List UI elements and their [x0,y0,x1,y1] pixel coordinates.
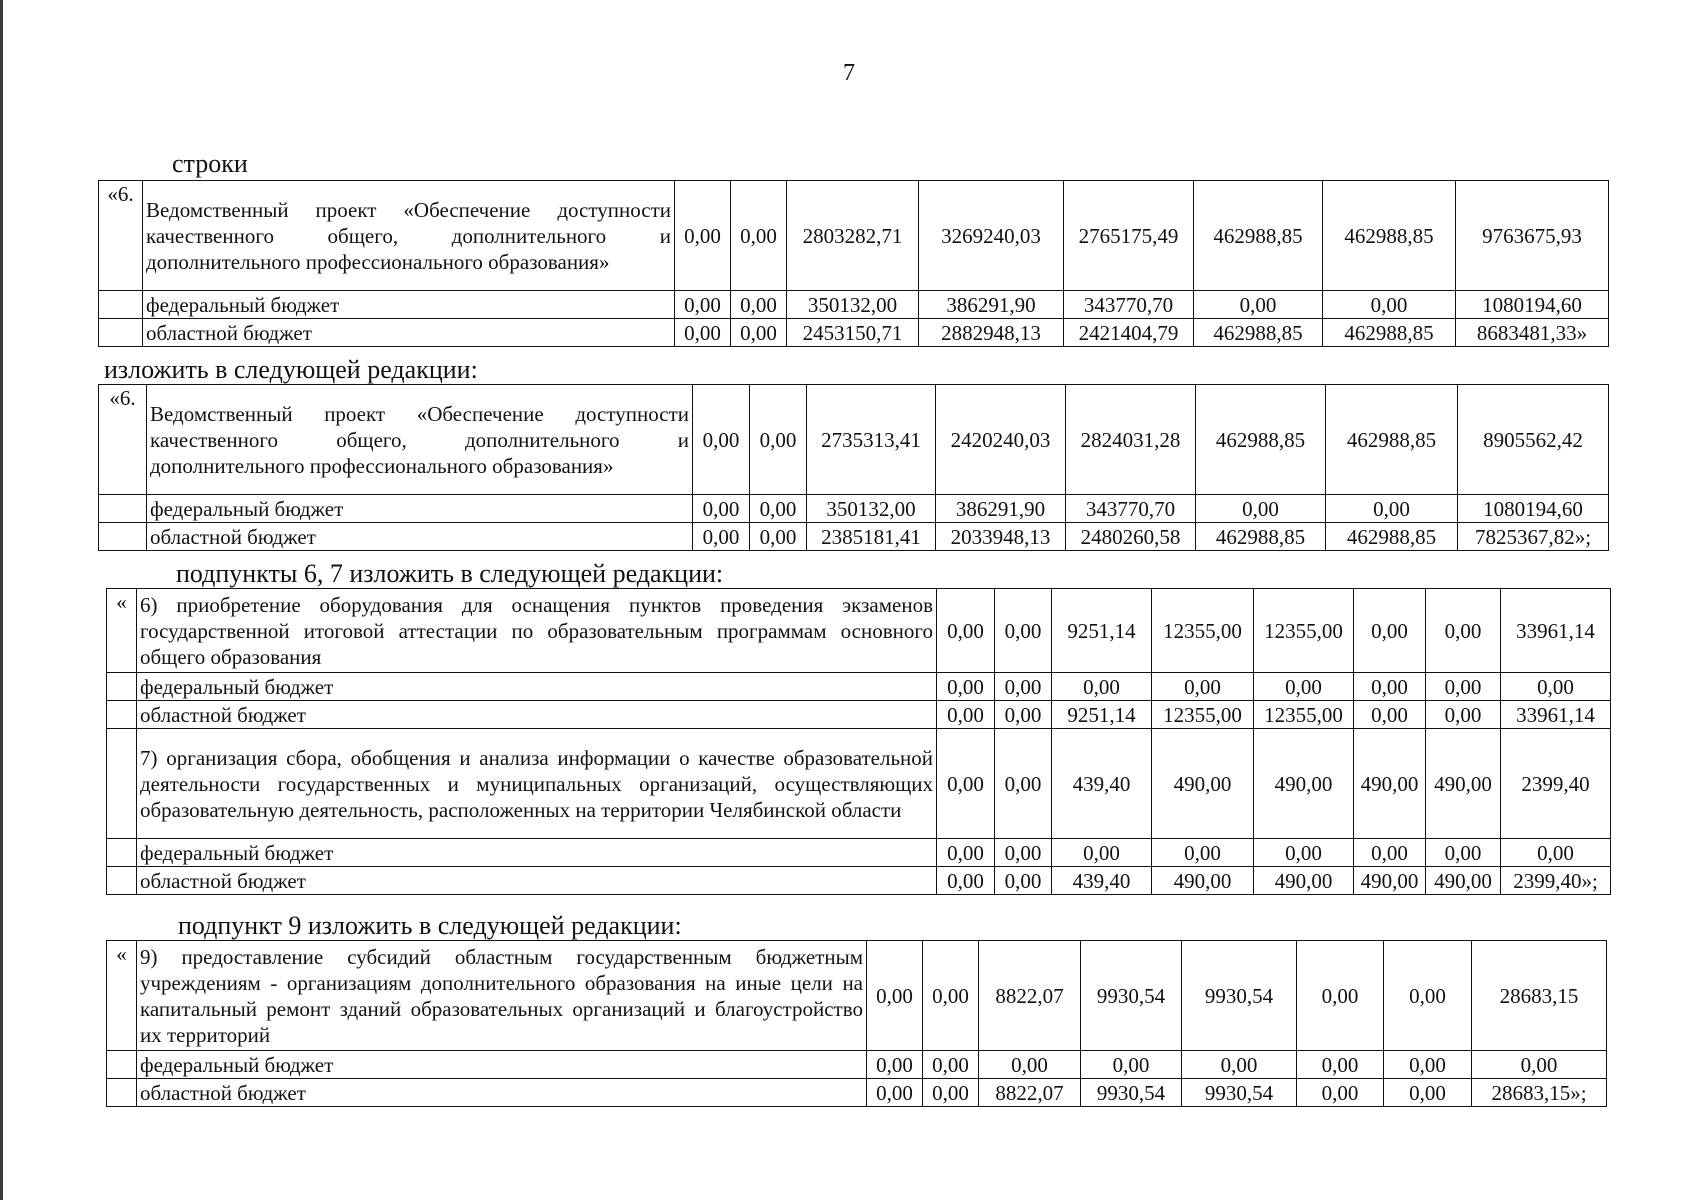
row-mark [107,1051,137,1079]
cell-value: 0,00 [995,729,1052,839]
row-mark: «6. [99,181,143,291]
row-label: 9) предоставление субсидий областным государственным бюджетным учреждениям - организациям дополнительного образования на иные цели на капитальный ремонт зданий образовательных организаций и благоустройство их территорий [137,941,867,1051]
cell-value: 28683,15 [1472,941,1607,1051]
cell-value: 0,00 [1196,495,1326,523]
cell-value: 0,00 [937,867,995,895]
cell-value: 0,00 [750,385,807,495]
cell-value: 0,00 [1426,701,1501,729]
cell-value: 2420240,03 [936,385,1066,495]
table-row [107,1079,1607,1107]
cell-value: 0,00 [731,291,787,319]
cell-value: 439,40 [1052,867,1152,895]
cell-value: 0,00 [1354,589,1426,673]
cell-value: 343770,70 [1064,291,1194,319]
cell-value: 0,00 [937,701,995,729]
cell-value: 462988,85 [1196,523,1326,551]
row-label: Ведомственный проект «Обеспечение доступности качественного общего, дополнительного и дополнительного профессионального образования» [143,181,675,291]
cell-value: 490,00 [1354,729,1426,839]
cell-value: 9251,14 [1052,701,1152,729]
row-label: областной бюджет [137,867,937,895]
row-mark: «6. [99,385,147,495]
cell-value: 9930,54 [1182,1079,1297,1107]
row-mark: « [107,941,137,1051]
cell-value: 1080194,60 [1458,495,1609,523]
cell-value: 2033948,13 [936,523,1066,551]
cell-value: 0,00 [731,319,787,347]
cell-value: 462988,85 [1326,523,1458,551]
table-row [107,839,1611,867]
cell-value: 0,00 [750,495,807,523]
table-subitem-9 [106,940,1607,1107]
cell-value: 490,00 [1426,729,1501,839]
table-row [99,319,1609,347]
cell-value: 462988,85 [1323,181,1456,291]
cell-value: 12355,00 [1254,701,1354,729]
heading-subitems-6-7: подпункты 6, 7 изложить в следующей редакции: [176,559,724,588]
row-label: Ведомственный проект «Обеспечение доступности качественного общего, дополнительного и дополнительного профессионального образования» [147,385,693,495]
cell-value: 343770,70 [1066,495,1196,523]
page-number: 7 [843,60,855,86]
table-row [107,1051,1607,1079]
cell-value: 462988,85 [1194,181,1323,291]
cell-value: 439,40 [1052,729,1152,839]
table-row [99,495,1609,523]
cell-value: 0,00 [693,385,750,495]
cell-value: 0,00 [1426,839,1501,867]
cell-value: 33961,14 [1501,701,1611,729]
cell-value: 0,00 [693,495,750,523]
scan-edge [0,0,3,1200]
heading-rows: строки [172,149,248,178]
cell-value: 0,00 [995,701,1052,729]
row-label: федеральный бюджет [137,839,937,867]
row-mark [107,729,137,839]
cell-value: 2453150,71 [787,319,919,347]
cell-value: 0,00 [675,291,731,319]
cell-value: 0,00 [693,523,750,551]
cell-value: 0,00 [1323,291,1456,319]
table-subitems-6-7 [106,588,1611,895]
cell-value: 0,00 [923,1051,979,1079]
cell-value: 350132,00 [787,291,919,319]
cell-value: 0,00 [1472,1051,1607,1079]
cell-value: 0,00 [995,867,1052,895]
cell-value: 0,00 [1354,673,1426,701]
cell-value: 0,00 [731,181,787,291]
row-label: федеральный бюджет [137,1051,867,1079]
row-label: федеральный бюджет [147,495,693,523]
cell-value: 0,00 [923,941,979,1051]
cell-value: 490,00 [1254,729,1354,839]
row-mark [107,701,137,729]
cell-value: 462988,85 [1196,385,1326,495]
cell-value: 490,00 [1354,867,1426,895]
cell-value: 0,00 [1426,589,1501,673]
table-new-project-6 [98,384,1609,551]
cell-value: 490,00 [1152,867,1254,895]
cell-value: 0,00 [995,589,1052,673]
cell-value: 0,00 [867,1051,923,1079]
cell-value: 0,00 [675,181,731,291]
cell-value: 1080194,60 [1456,291,1609,319]
cell-value: 0,00 [1052,673,1152,701]
row-mark [99,523,147,551]
cell-value: 9930,54 [1182,941,1297,1051]
cell-value: 9763675,93 [1456,181,1609,291]
cell-value: 0,00 [1297,1051,1384,1079]
heading-new-edition: изложить в следующей редакции: [104,355,478,384]
row-mark [99,319,143,347]
cell-value: 0,00 [1501,839,1611,867]
cell-value: 0,00 [1152,673,1254,701]
cell-value: 0,00 [1254,839,1354,867]
cell-value: 2385181,41 [807,523,936,551]
cell-value: 9930,54 [1081,941,1182,1051]
cell-value: 0,00 [1194,291,1323,319]
cell-value: 490,00 [1426,867,1501,895]
table-row [107,867,1611,895]
cell-value: 7825367,82»; [1458,523,1609,551]
cell-value: 490,00 [1152,729,1254,839]
cell-value: 0,00 [1182,1051,1297,1079]
table-old-project-6 [98,180,1609,347]
row-label: федеральный бюджет [137,673,937,701]
cell-value: 8822,07 [979,941,1081,1051]
cell-value: 2735313,41 [807,385,936,495]
cell-value: 350132,00 [807,495,936,523]
cell-value: 462988,85 [1323,319,1456,347]
cell-value: 0,00 [1501,673,1611,701]
cell-value: 0,00 [1426,673,1501,701]
row-mark [107,673,137,701]
row-mark: « [107,589,137,673]
row-mark [107,867,137,895]
cell-value: 9251,14 [1052,589,1152,673]
table-row [107,729,1611,839]
cell-value: 9930,54 [1081,1079,1182,1107]
row-label: областной бюджет [137,701,937,729]
row-mark [99,495,147,523]
cell-value: 0,00 [1254,673,1354,701]
table-row [107,673,1611,701]
cell-value: 0,00 [1384,1079,1472,1107]
cell-value: 0,00 [937,673,995,701]
table-row [107,589,1611,673]
cell-value: 8683481,33» [1456,319,1609,347]
table-row [107,701,1611,729]
cell-value: 2882948,13 [919,319,1064,347]
cell-value: 0,00 [675,319,731,347]
cell-value: 8905562,42 [1458,385,1609,495]
table-row [99,291,1609,319]
cell-value: 0,00 [937,589,995,673]
row-mark [99,291,143,319]
cell-value: 386291,90 [936,495,1066,523]
cell-value: 0,00 [937,729,995,839]
cell-value: 0,00 [995,839,1052,867]
cell-value: 0,00 [750,523,807,551]
cell-value: 0,00 [1384,941,1472,1051]
cell-value: 462988,85 [1326,385,1458,495]
cell-value: 0,00 [867,1079,923,1107]
cell-value: 2399,40»; [1501,867,1611,895]
row-mark [107,839,137,867]
cell-value: 0,00 [1297,1079,1384,1107]
row-label: областной бюджет [137,1079,867,1107]
cell-value: 12355,00 [1152,589,1254,673]
cell-value: 0,00 [1384,1051,1472,1079]
cell-value: 33961,14 [1501,589,1611,673]
table-row [99,523,1609,551]
cell-value: 0,00 [923,1079,979,1107]
table-row [99,385,1609,495]
row-label: федеральный бюджет [143,291,675,319]
row-mark [107,1079,137,1107]
table-row [107,941,1607,1051]
row-label: 7) организация сбора, обобщения и анализа информации о качестве образовательной деятельности государственных и муниципальных организаций, осуществляющих образовательную деятельность, расположенных на территории Челябинской области [137,729,937,839]
cell-value: 0,00 [1081,1051,1182,1079]
row-label: областной бюджет [147,523,693,551]
cell-value: 2480260,58 [1066,523,1196,551]
cell-value: 0,00 [1326,495,1458,523]
table-row [99,181,1609,291]
cell-value: 2421404,79 [1064,319,1194,347]
cell-value: 0,00 [1297,941,1384,1051]
cell-value: 386291,90 [919,291,1064,319]
cell-value: 0,00 [1152,839,1254,867]
cell-value: 0,00 [995,673,1052,701]
cell-value: 2824031,28 [1066,385,1196,495]
cell-value: 2765175,49 [1064,181,1194,291]
cell-value: 0,00 [1354,839,1426,867]
cell-value: 0,00 [979,1051,1081,1079]
cell-value: 2399,40 [1501,729,1611,839]
cell-value: 2803282,71 [787,181,919,291]
cell-value: 12355,00 [1254,589,1354,673]
cell-value: 12355,00 [1152,701,1254,729]
cell-value: 0,00 [867,941,923,1051]
heading-subitem-9: подпункт 9 изложить в следующей редакции: [178,911,682,940]
row-label: 6) приобретение оборудования для оснащения пунктов проведения экзаменов государственной итоговой аттестации по образовательным программам основного общего образования [137,589,937,673]
cell-value: 3269240,03 [919,181,1064,291]
cell-value: 490,00 [1254,867,1354,895]
cell-value: 0,00 [937,839,995,867]
cell-value: 0,00 [1052,839,1152,867]
cell-value: 0,00 [1354,701,1426,729]
cell-value: 28683,15»; [1472,1079,1607,1107]
cell-value: 462988,85 [1194,319,1323,347]
cell-value: 8822,07 [979,1079,1081,1107]
row-label: областной бюджет [143,319,675,347]
